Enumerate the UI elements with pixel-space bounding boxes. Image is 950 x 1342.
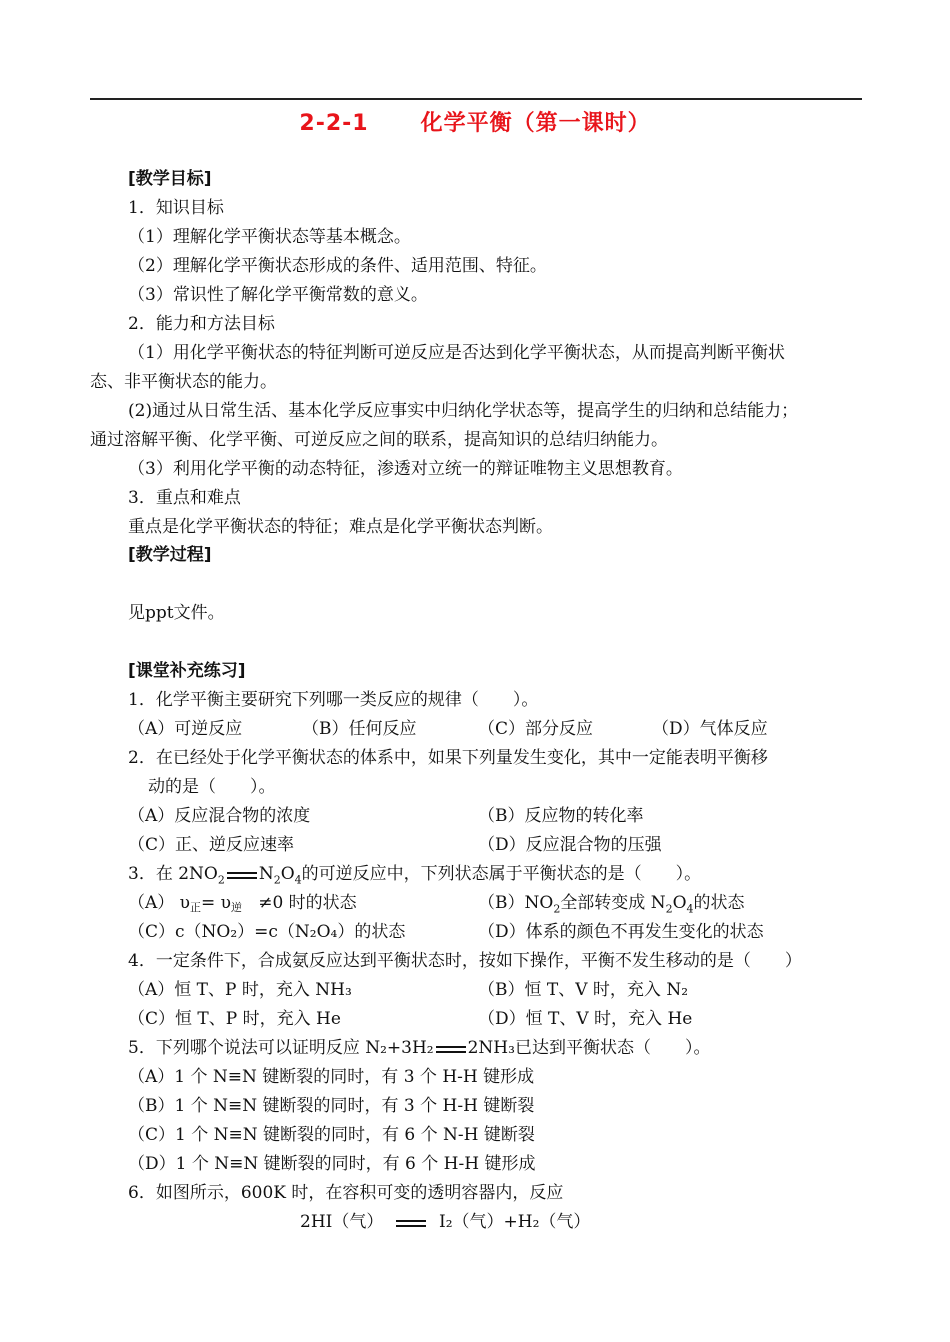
question-3-option-a: （A） υ正= υ逆 ≠0 时的状态 [128, 893, 357, 914]
question-3-option-b: $(B)NO_2$全部转变成 $N_2O_4$的状态 [478, 893, 745, 916]
equilibrium-arrow-icon [227, 870, 257, 880]
question-2-option-a: （A）反应混合物的浓度 [128, 806, 311, 826]
question-5-stem: 5．下列哪个说法可以证明反应 N₂+3H₂ 2NH₃已达到平衡状态（ ）。 [128, 1038, 711, 1058]
equilibrium-arrow-icon [396, 1218, 426, 1228]
question-4-option-d: （D）恒 T、V 时，充入 He [478, 1009, 693, 1029]
question-1-stem: 1．化学平衡主要研究下列哪一类反应的规律（ ）。 [128, 690, 539, 710]
title-text: 化学平衡（第一课时） [420, 111, 651, 136]
process-header: [教学过程] [128, 545, 212, 565]
question-3-option-c: （C）c（NO₂）=c（N₂O₄）的状态 [128, 922, 406, 942]
header-rule [90, 98, 862, 100]
knowledge-goal-heading: 1．知识目标 [128, 198, 224, 218]
question-2-stem: 2．在已经处于化学平衡状态的体系中，如果下列量发生变化，其中一定能表明平衡移 [128, 748, 768, 768]
goal-item: （1）用化学平衡状态的特征判断可逆反应是否达到化学平衡状态，从而提高判断平衡状 [128, 343, 785, 363]
goal-item-continuation: 态、非平衡状态的能力。 [90, 372, 277, 392]
key-points-text: 重点是化学平衡状态的特征；难点是化学平衡状态判断。 [128, 517, 553, 537]
equilibrium-arrow-icon [436, 1044, 466, 1054]
title-number: 2-2-1 [299, 111, 369, 136]
goal-item: (2)通过从日常生活、基本化学反应事实中归纳化学状态等，提高学生的归纳和总结能力； [128, 401, 799, 421]
goal-item: （3）利用化学平衡的动态特征，渗透对立统一的辩证唯物主义思想教育。 [128, 459, 683, 479]
question-6-stem: 6．如图所示，600K 时，在容积可变的透明容器内，反应 [128, 1183, 564, 1203]
question-2-option-d: （D）反应混合物的压强 [478, 835, 662, 855]
exercise-header: [课堂补充练习] [128, 661, 246, 681]
goal-item-continuation: 通过溶解平衡、化学平衡、可逆反应之间的联系，提高知识的总结归纳能力。 [90, 430, 668, 450]
question-2-stem-continuation: 动的是（ ）。 [148, 777, 276, 797]
question-1-option-a: （A）可逆反应 [128, 719, 243, 739]
question-4-stem: 4．一定条件下，合成氨反应达到平衡状态时，按如下操作，平衡不发生移动的是（ ） [128, 951, 802, 971]
question-5-option-c: （C）1 个 N≡N 键断裂的同时，有 6 个 N-H 键断裂 [128, 1125, 535, 1145]
question-1-option-c: （C）部分反应 [478, 719, 594, 739]
process-text: 见ppt文件。 [128, 603, 225, 623]
key-points-heading: 3．重点和难点 [128, 488, 241, 508]
question-1-option-d: （D）气体反应 [652, 719, 768, 739]
question-4-option-c: （C）恒 T、P 时，充入 He [128, 1009, 341, 1029]
question-4-option-a: （A）恒 T、P 时，充入 NH₃ [128, 980, 352, 1000]
question-2-option-b: （B）反应物的转化率 [478, 806, 644, 826]
goals-header: [教学目标] [128, 169, 212, 189]
question-5-option-d: （D）1 个 N≡N 键断裂的同时，有 6 个 H-H 键形成 [128, 1154, 536, 1174]
question-3-stem: 3．在 $2NO_2$ $N_2O_4$的可逆反应中，下列状态属于平衡状态的是（ ）。 [128, 864, 702, 887]
page-title [0, 106, 950, 137]
question-5-option-b: （B）1 个 N≡N 键断裂的同时，有 3 个 H-H 键断裂 [128, 1096, 535, 1116]
question-4-option-b: （B）恒 T、V 时，充入 N₂ [478, 980, 689, 1000]
question-2-option-c: （C）正、逆反应速率 [128, 835, 295, 855]
question-1-option-b: （B）任何反应 [302, 719, 417, 739]
question-6-equation: 2HI（气） I₂（气）+H₂（气） [300, 1212, 591, 1232]
question-5-option-a: （A）1 个 N≡N 键断裂的同时，有 3 个 H-H 键形成 [128, 1067, 535, 1087]
goal-item: （2）理解化学平衡状态形成的条件、适用范围、特征。 [128, 256, 547, 276]
ability-goal-heading: 2．能力和方法目标 [128, 314, 275, 334]
question-3-option-d: （D）体系的颜色不再发生变化的状态 [478, 922, 764, 942]
goal-item: （3）常识性了解化学平衡常数的意义。 [128, 285, 428, 305]
goal-item: （1）理解化学平衡状态等基本概念。 [128, 227, 411, 247]
